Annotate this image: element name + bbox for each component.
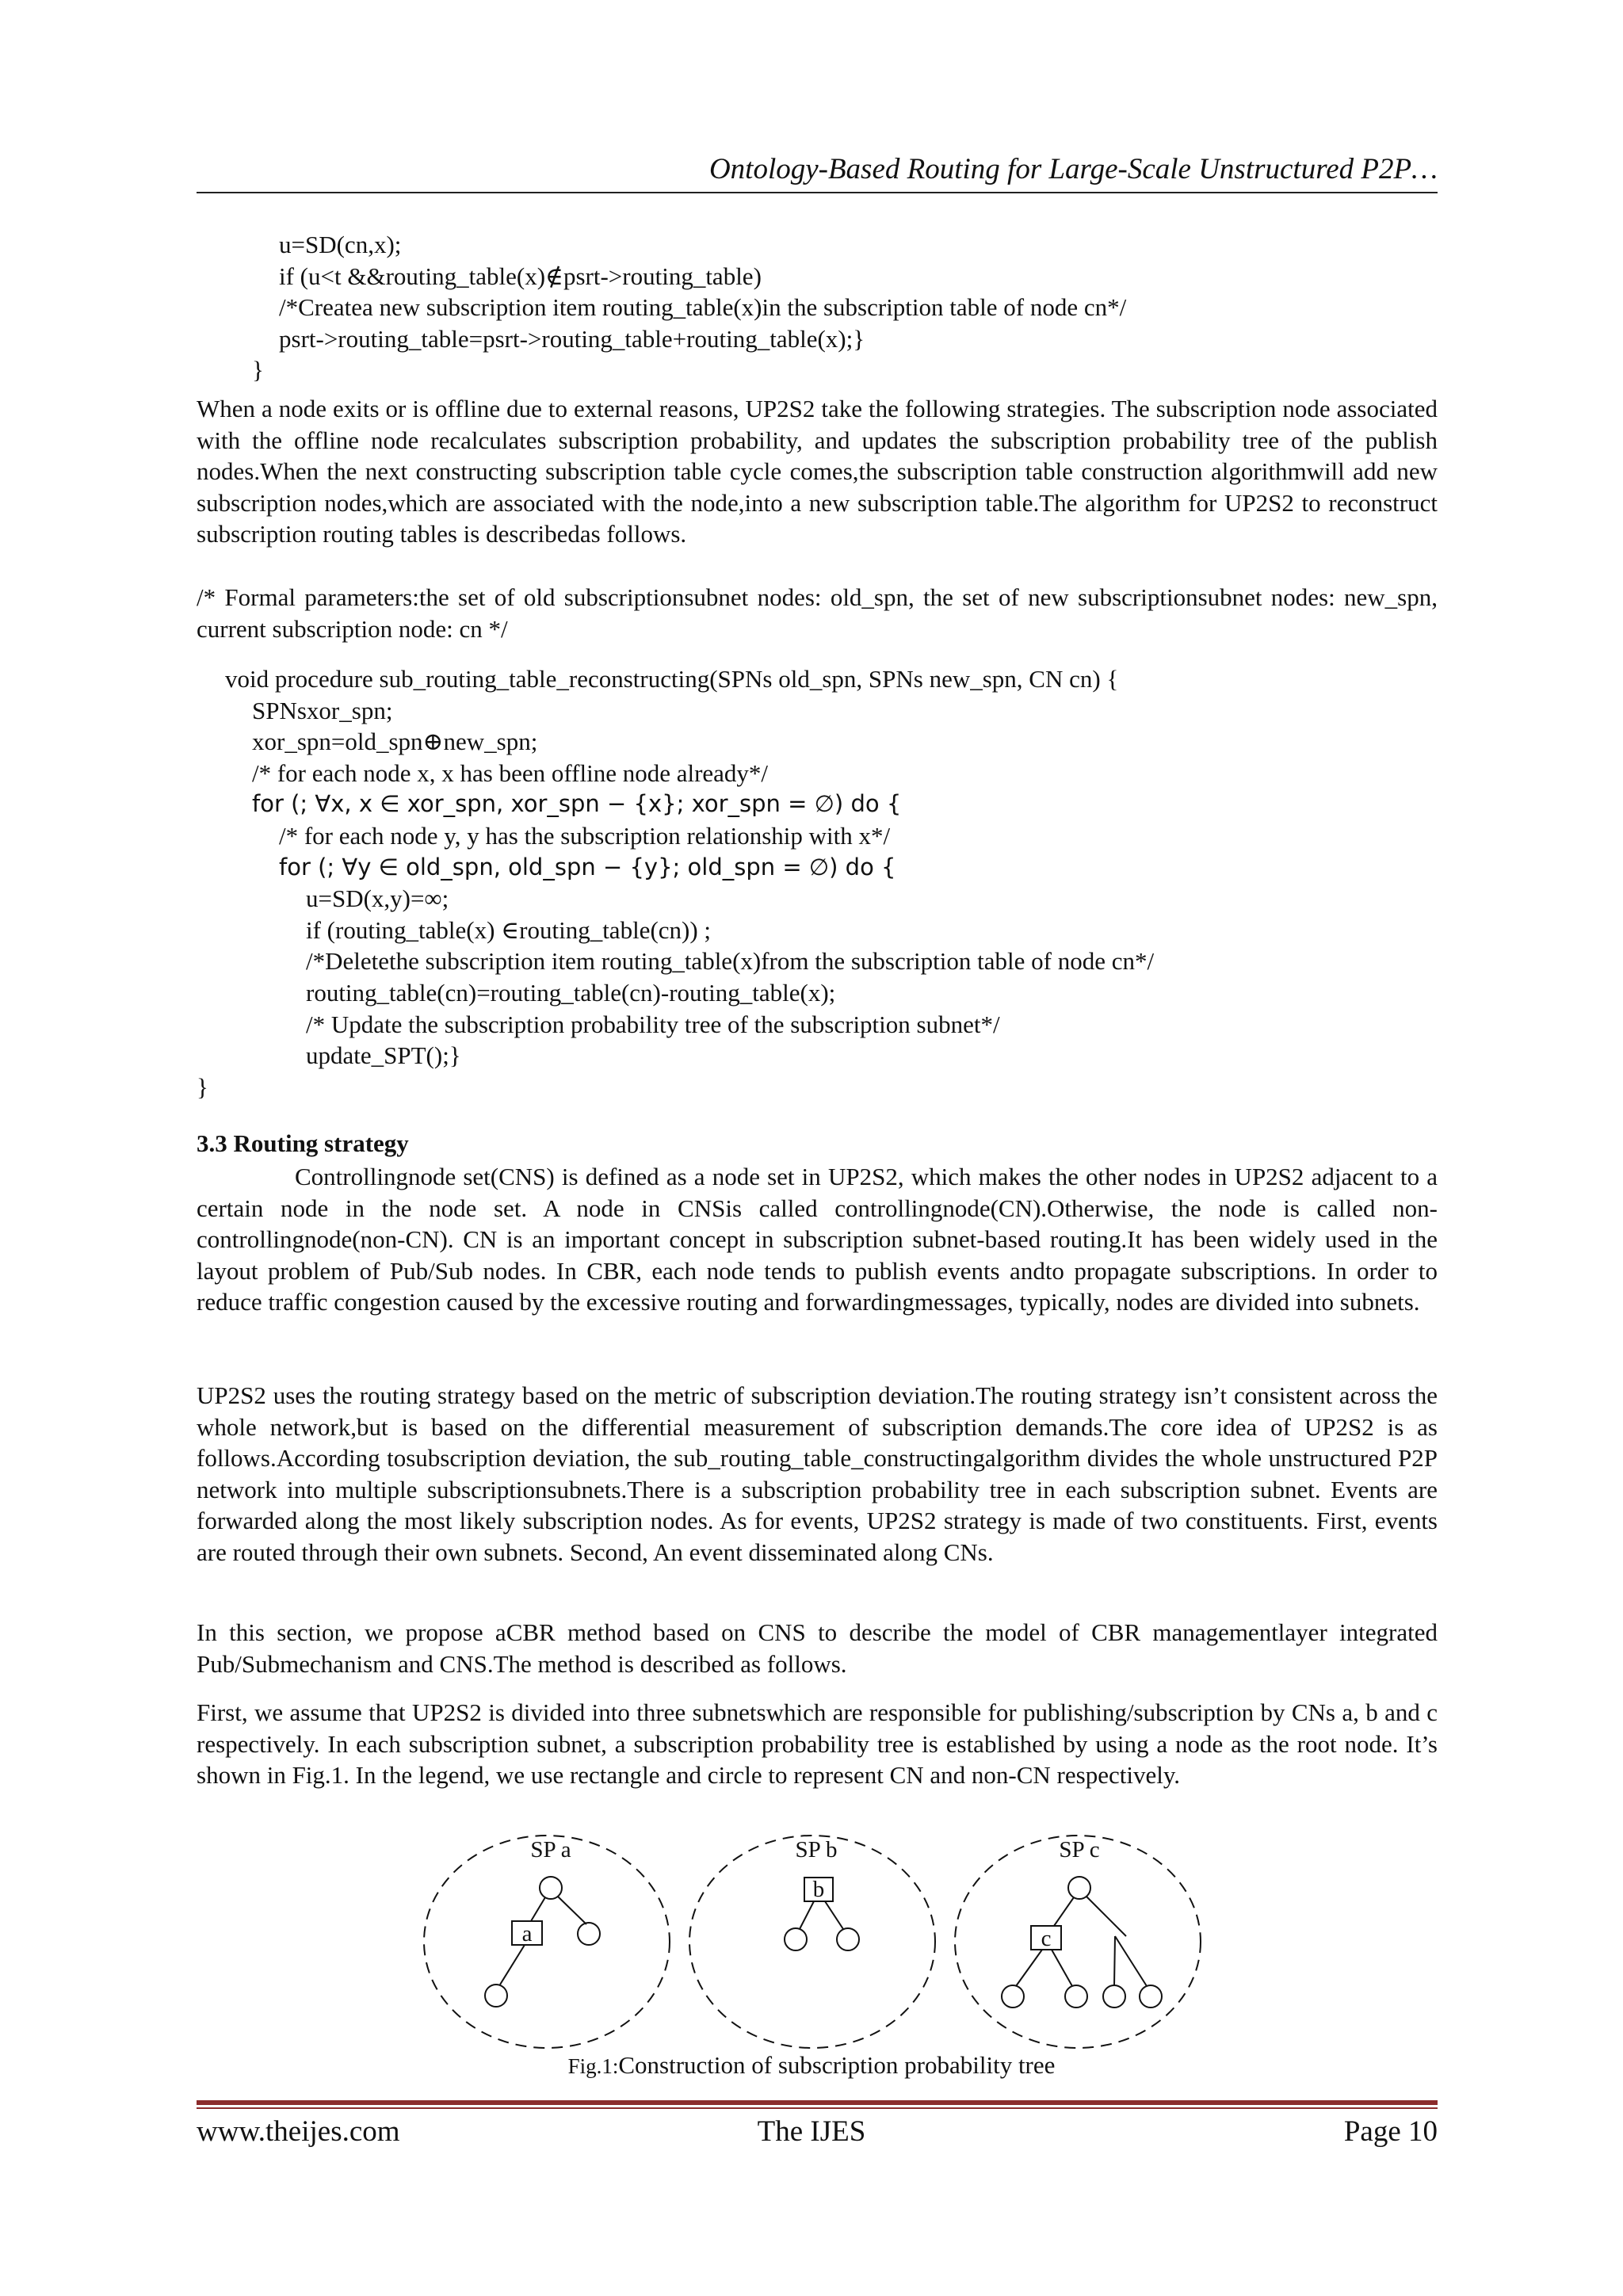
paragraph-routing-strategy: UP2S2 uses the routing strategy based on the metric of subscription deviation.The routing strategy isn’t consistent across the whole network,but is based on the differential measurement of subscription demands.The core idea of UP2S2 is as follows.According tosubscription deviation, the sub_routing_table_constructingalgorithm divides the whole unstructured P2P network into multiple subscriptionsubnets.There is a subscription probability tree in each subscription subnet. Events are forwarded along the most likely subscription nodes. As for events, UP2S2 strategy is made of two constituents. First, events are routed through their own subnets. Second, An event disseminated along CNs. xyxy=(197,1381,1438,1566)
tree-node-circle xyxy=(578,1923,600,1945)
paragraph-cns: Controllingnode set(CNS) is defined as a node set in UP2S2, which makes the other nodes in UP2S2 adjacent to a certain node in the node set. A node in CNSis called controllingnode(CN).Otherwise, the node is called non-controllingnode(non-CN). CN is an important concept in subscription subnet-based routing.It has been widely used in the layout problem of Pub/Sub nodes. In CBR, each node tends to publish events andto propagate subscriptions. In order to reduce traffic congestion caused by the excessive routing and forwardingmessages, typically, nodes are divided into subnets. xyxy=(197,1163,1438,1316)
cn-a-label: a xyxy=(521,1921,533,1946)
paragraph-assumption: First, we assume that UP2S2 is divided into three subnetswhich are responsible for publishing/subscription by CNs a, b and c respectively. In each subscription subnet, a subscription probability tree is established by using a node as the root node. It’s shown in Fig.1. In the legend, we use rectangle and circle to represent CN and non-CN respectively. xyxy=(197,1698,1438,1790)
figure-caption xyxy=(0,2051,1623,2080)
code-line: routing_table(cn)=routing_table(cn)-routing_table(x); xyxy=(306,978,836,1007)
subnet-b-label: SP b xyxy=(795,1837,838,1862)
code-line: u=SD(cn,x); xyxy=(279,231,402,258)
code-line: psrt->routing_table=psrt->routing_table+routing_table(x);} xyxy=(279,324,865,353)
caption-text: Construction of subscription probability tree xyxy=(618,2051,1056,2079)
code-line: u=SD(x,y)=∞; xyxy=(306,884,449,913)
code-line: update_SPT();} xyxy=(306,1041,461,1070)
code-line: /* for each node y, y has the subscription relationship with x*/ xyxy=(279,821,891,850)
code-line: } xyxy=(197,1072,208,1101)
tree-node-circle xyxy=(485,1985,507,2007)
paragraph-offline-strategy: When a node exits or is offline due to external reasons, UP2S2 take the following strategies. The subscription node associated with the offline node recalculates subscription probability, and updates the subscription probability tree of the publish nodes.When the next constructing subscription table cycle comes,the subscription table construction algorithmwill add new subscription nodes,which are associated with the node,into a new subscription table.The algorithm for UP2S2 to reconstruct subscription routing tables is describedas follows. xyxy=(197,395,1438,548)
section-heading: 3.3 Routing strategy xyxy=(197,1129,409,1157)
footer-rule xyxy=(197,2100,1438,2108)
figure-subscription-probability-tree xyxy=(420,1823,1212,2061)
header-rule xyxy=(197,192,1438,193)
code-line: /*Createa new subscription item routing_table(x)in the subscription table of node cn*/ xyxy=(279,293,1127,322)
tree-node-circle xyxy=(837,1928,859,1950)
cn-b-label: b xyxy=(812,1877,825,1902)
code-line: /* Update the subscription probability tree of the subscription subnet*/ xyxy=(306,1010,1000,1038)
subnet-c-label: SP c xyxy=(1059,1837,1100,1862)
code-line: } xyxy=(252,356,264,384)
tree-node-circle xyxy=(1103,1985,1125,2008)
code-line: if (routing_table(x) ∈routing_table(cn)) ; xyxy=(306,915,712,944)
subnet-b-boundary xyxy=(689,1836,935,2048)
running-title: Ontology-Based Routing for Large-Scale Unstructured P2P… xyxy=(708,153,1438,185)
code-line: /* for each node x, x has been offline node already*/ xyxy=(252,758,769,787)
tree-node-circle xyxy=(1065,1985,1087,2008)
subnet-a-boundary xyxy=(424,1836,670,2048)
code-line-for-x: for (; ∀x, x ∈ xor_spn, xor_spn − {x}; xor_spn = ∅) do { xyxy=(252,790,902,818)
tree-node-circle xyxy=(785,1928,807,1950)
code-line: xor_spn=old_spn⊕new_spn; xyxy=(252,728,538,756)
code-line: SPNsxor_spn; xyxy=(252,696,393,724)
paragraph-method: In this section, we propose aCBR method based on CNS to describe the model of CBR managementlayer integrated Pub/Submechanism and CNS.The method is described as follows. xyxy=(197,1618,1438,1678)
subnet-c-boundary xyxy=(955,1836,1201,2048)
tree-node-circle xyxy=(540,1877,562,1899)
footer-site: www.theijes.com xyxy=(197,2115,400,2148)
algorithm-reconstructing xyxy=(197,663,1438,1102)
code-line: /*Deletethe subscription item routing_table(x)from the subscription table of node cn*/ xyxy=(306,947,1155,976)
code-line: void procedure sub_routing_table_reconstructing(SPNs old_spn, SPNs new_spn, CN cn) { xyxy=(225,665,1119,693)
tree-node-circle xyxy=(1002,1985,1024,2008)
caption-prefix: Fig.1: xyxy=(567,2054,619,2078)
cn-c-label: c xyxy=(1041,1926,1052,1951)
footer-page-number: Page 10 xyxy=(1343,2115,1438,2148)
tree-node-circle xyxy=(1068,1877,1090,1899)
subnet-a-label: SP a xyxy=(530,1837,571,1862)
footer-journal: The IJES xyxy=(757,2115,866,2148)
paragraph-formal-parameters: /* Formal parameters:the set of old subscriptionsubnet nodes: old_spn, the set of new subscriptionsubnet nodes: new_spn, current subscription node: cn */ xyxy=(197,583,1438,643)
code-line-for-y: for (; ∀y ∈ old_spn, old_spn − {y}; old_spn = ∅) do { xyxy=(279,853,896,881)
code-fragment-top xyxy=(197,229,1438,386)
tree-node-circle xyxy=(1140,1985,1162,2008)
code-line: if (u<t &&routing_table(x)∉psrt->routing_table) xyxy=(279,262,762,290)
